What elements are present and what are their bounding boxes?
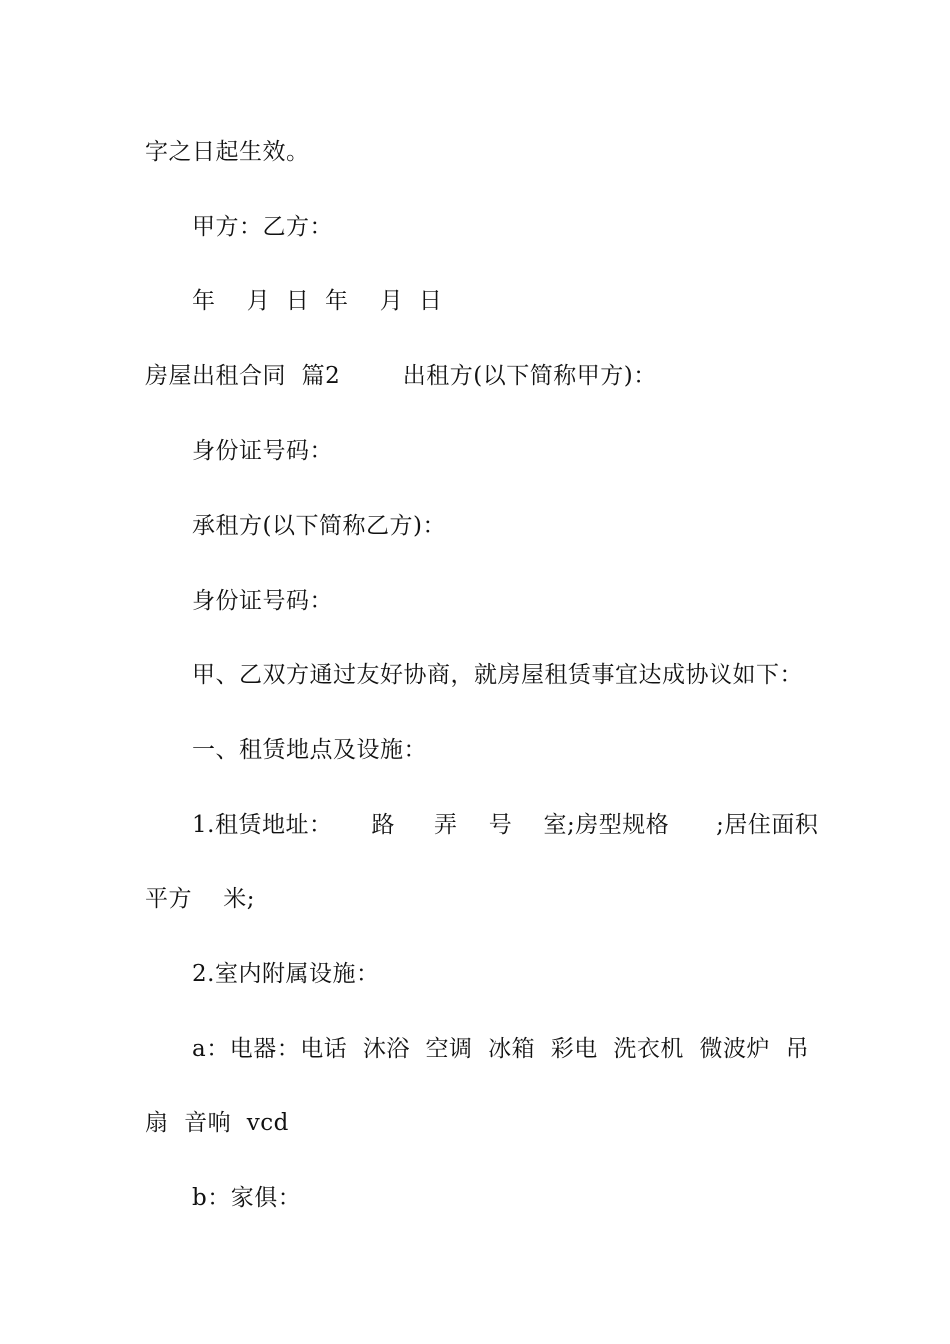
text-line: 承租方(以下简称乙方)： — [192, 513, 446, 539]
text-line: 一、租赁地点及设施： — [192, 737, 427, 763]
text-line: 甲方：乙方： — [192, 214, 333, 240]
text-line: b：家俱： — [192, 1185, 302, 1211]
text-line: 字之日起生效。 — [145, 139, 310, 165]
text-line: 甲、乙双方通过友好协商，就房屋租赁事宜达成协议如下： — [192, 662, 803, 688]
text-line: 身份证号码： — [192, 438, 333, 464]
text-line: 1.租赁地址： 路 弄 号 室;房型规格 ;居住面积 — [192, 812, 819, 838]
text-line: 年 月 日 年 月 日 — [192, 288, 443, 314]
text-line: 平方 米; — [145, 886, 255, 912]
text-line: 身份证号码： — [192, 588, 333, 614]
text-line: a：电器：电话 沐浴 空调 冰箱 彩电 洗衣机 微波炉 吊 — [192, 1036, 810, 1062]
text-line: 2.室内附属设施： — [192, 961, 380, 987]
text-line: 扇 音响 vcd — [145, 1110, 289, 1136]
section-heading: 房屋出租合同 篇2 出租方(以下简称甲方)： — [145, 363, 657, 389]
